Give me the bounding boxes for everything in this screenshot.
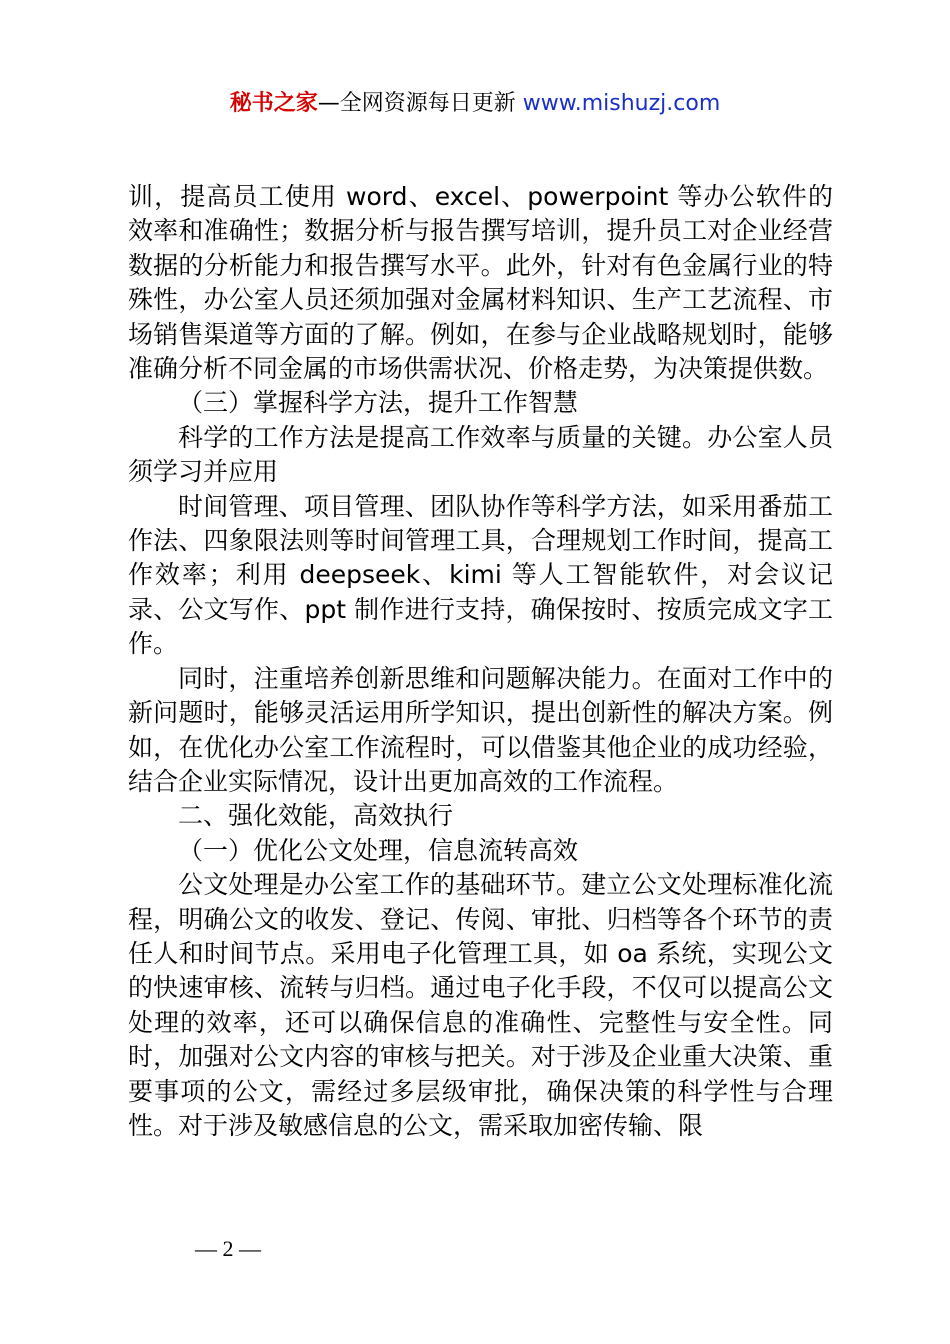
- site-banner: [0, 88, 950, 120]
- site-brand: 秘书之家: [229, 91, 318, 116]
- paragraph: 公文处理是办公室工作的基础环节。建立公文处理标准化流程，明确公文的收发、登记、传阅、审批、归档等各个环节的责任人和时间节点。采用电子化管理工具，如 oa 系统，实现公文的快速审核、流转与归档。通过电子化手段，不仅可以提高公文处理的效率，还可以确保信息的准确性、完整性与安全性。同时，加强对公文内容的审核与把关。对于涉及企业重大决策、重要事项的公文，需经过多层级审批，确保决策的科学性与合理性。对于涉及敏感信息的公文，需采取加密传输、限: [128, 870, 833, 1140]
- paragraph-continued: 训，提高员工使用 word、excel、powerpoint 等办公软件的效率和准确性；数据分析与报告撰写培训，提升员工对企业经营数据的分析能力和报告撰写水平。此外，针对有色金属行业的特殊性，办公室人员还须加强对金属材料知识、生产工艺流程、市场销售渠道等方面的了解。例如，在参与企业战略规划时，能够准确分析不同金属的市场供需状况、价格走势，为决策提供数。: [128, 182, 833, 384]
- site-tagline: —全网资源每日更新: [317, 91, 523, 116]
- section-heading-1: （一）优化公文处理，信息流转高效: [178, 835, 579, 865]
- section-heading-3: （三）掌握科学方法，提升工作智慧: [178, 388, 579, 418]
- page-number: — 2 —: [195, 1236, 261, 1261]
- site-url-link[interactable]: www.mishuzj.com: [522, 91, 721, 116]
- paragraph: 科学的工作方法是提高工作效率与质量的关键。办公室人员须学习并应用: [128, 422, 833, 487]
- chapter-heading-2: 二、强化效能，高效执行: [178, 801, 454, 831]
- paragraph: 时间管理、项目管理、团队协作等科学方法，如采用番茄工作法、四象限法则等时间管理工具，合理规划工作时间，提高工作效率；利用 deepseek、kimi 等人工智能软件，对会议记录、公文写作、ppt 制作进行支持，确保按时、按质完成文字工作。: [128, 491, 833, 659]
- paragraph: 同时，注重培养创新思维和问题解决能力。在面对工作中的新问题时，能够灵活运用所学知识，提出创新性的解决方案。例如，在优化办公室工作流程时，可以借鉴其他企业的成功经验，结合企业实际情况，设计出更加高效的工作流程。: [128, 663, 833, 796]
- document-body: [128, 180, 833, 1143]
